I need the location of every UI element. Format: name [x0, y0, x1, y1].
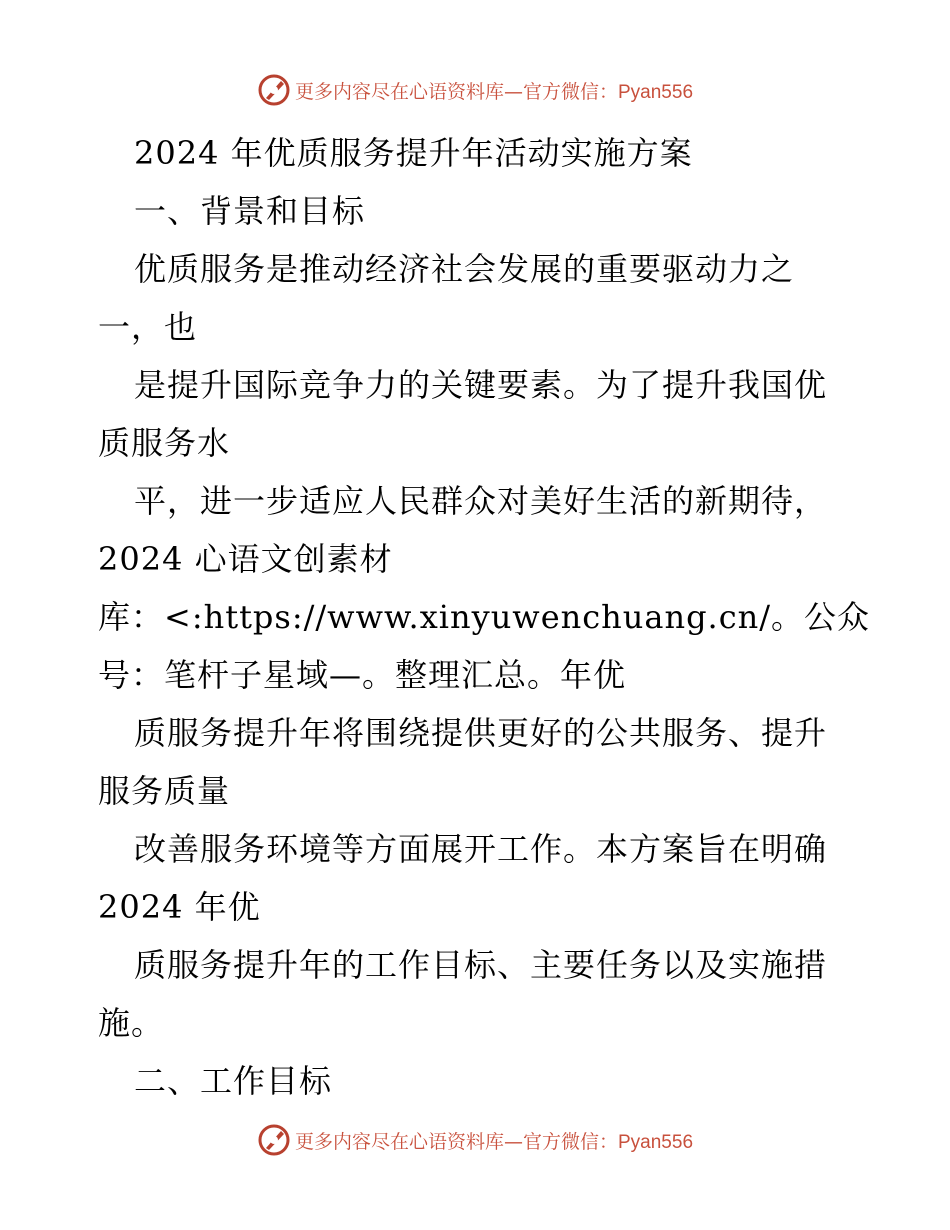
quill-logo-icon [257, 1123, 291, 1157]
document-title: 2024 年优质服务提升年活动实施方案 [134, 134, 693, 172]
paragraph-line: 2024 心语文创素材 [98, 540, 393, 578]
paragraph-line: 号：笔杆子星域—。整理汇总。年优 [98, 656, 627, 694]
header-banner [0, 70, 950, 110]
document-body [98, 124, 871, 1110]
banner-text: 更多内容尽在心语资料库—官方微信：Pyan556 [294, 80, 694, 103]
paragraph-line: 质服务水 [98, 424, 231, 462]
paragraph-line: 质服务提升年将围绕提供更好的公共服务、提升 [134, 714, 828, 752]
paragraph-line: 一，也 [98, 308, 198, 346]
paragraph-line: 平，进一步适应人民群众对美好生活的新期待， [134, 482, 828, 520]
paragraph-line: 质服务提升年的工作目标、主要任务以及实施措 [134, 946, 828, 984]
section-heading: 二、工作目标 [134, 1062, 333, 1100]
paragraph-line: 施。 [98, 1004, 165, 1042]
banner-text: 更多内容尽在心语资料库—官方微信：Pyan556 [294, 1130, 694, 1153]
paragraph-line: 改善服务环境等方面展开工作。本方案旨在明确 [134, 830, 828, 868]
paragraph-line: 2024 年优 [98, 888, 261, 926]
section-heading: 一、背景和目标 [134, 192, 366, 230]
paragraph-line: 库：<:https://www.xinyuwenchuang.cn/。公众 [98, 598, 871, 636]
quill-logo-icon [257, 73, 291, 107]
paragraph-line: 优质服务是推动经济社会发展的重要驱动力之 [134, 250, 795, 288]
paragraph-line: 服务质量 [98, 772, 231, 810]
paragraph-line: 是提升国际竞争力的关键要素。为了提升我国优 [134, 366, 828, 404]
footer-banner [0, 1120, 950, 1160]
